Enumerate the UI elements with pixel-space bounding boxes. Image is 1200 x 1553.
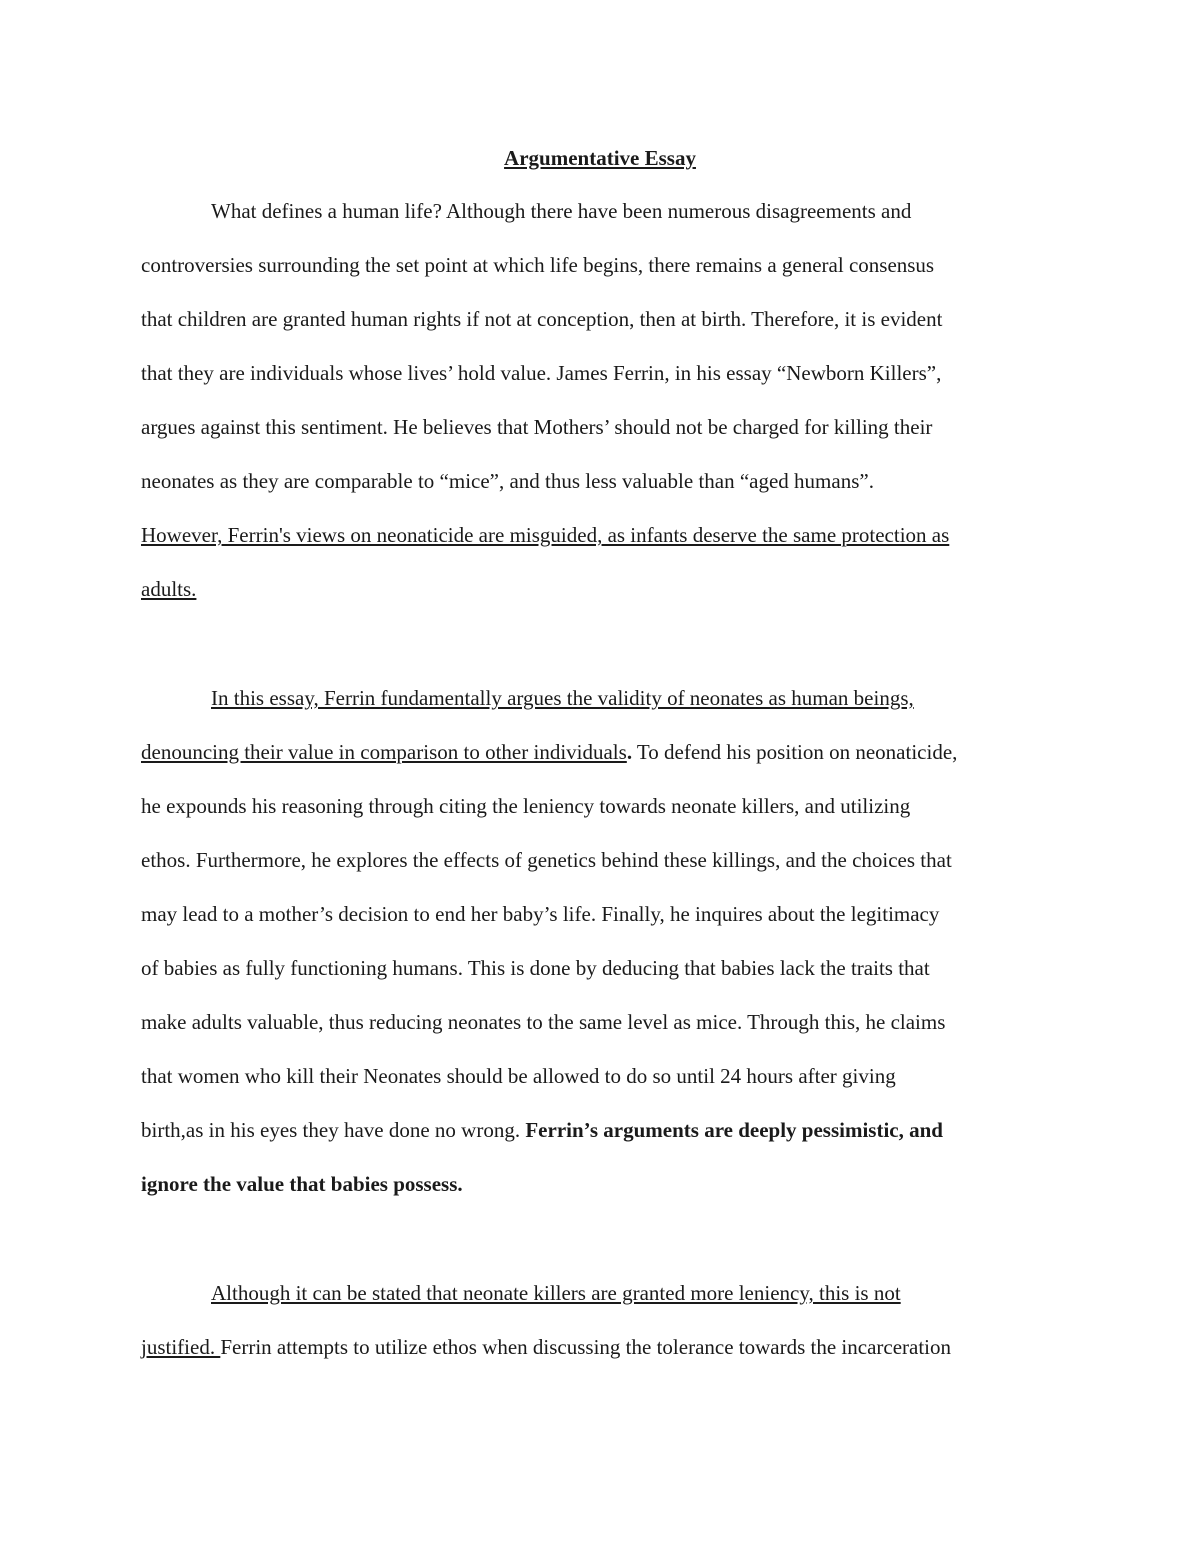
paragraph-2-line-5: may lead to a mother’s decision to end her baby’s life. Finally, he inquires about the legitimacy [141,902,940,926]
paragraph-3-line-2-rest: Ferrin attempts to utilize ethos when discussing the tolerance towards the incarceration [220,1335,952,1359]
paragraph-3-line-2 [141,1333,951,1361]
paragraph-2-line-7: make adults valuable, thus reducing neonates to the same level as mice. Through this, he claims [141,1010,946,1034]
paragraph-2-line-2 [141,738,957,766]
document-title: Argumentative Essay [504,146,696,170]
thesis-line-1: However, Ferrin's views on neonaticide are misguided, as infants deserve the same protection as [141,523,950,547]
paragraph-1-line-1: What defines a human life? Although there have been numerous disagreements and [211,199,912,223]
paragraph-2-line-9-plain: birth,as in his eyes they have done no wrong. [141,1118,526,1142]
thesis-line-2: adults. [141,577,197,601]
paragraph-2-bold-period: . [626,740,633,764]
paragraph-2-line-8: that women who kill their Neonates should be allowed to do so until 24 hours after giving [141,1064,896,1088]
paragraph-1-line-5: argues against this sentiment. He believes that Mothers’ should not be charged for killing their [141,415,933,439]
paragraph-1-line-2: controversies surrounding the set point at which life begins, there remains a general consensus [141,253,935,277]
paragraph-2-line-4: ethos. Furthermore, he explores the effects of genetics behind these killings, and the choices that [141,848,952,872]
paragraph-3-underlined-start: justified. [141,1335,221,1359]
paragraph-1-line-4: that they are individuals whose lives’ hold value. James Ferrin, in his essay “Newborn Killers”, [141,361,942,385]
paragraph-2-line-1: In this essay, Ferrin fundamentally argues the validity of neonates as human beings, [211,686,914,710]
paragraph-2-underlined-claim: denouncing their value in comparison to other individuals [141,740,627,764]
paragraph-2-bold-claim-part-1: Ferrin’s arguments are deeply pessimistic, and [525,1118,943,1142]
paragraph-3-line-1: Although it can be stated that neonate killers are granted more leniency, this is not [211,1281,901,1305]
paragraph-1-line-3: that children are granted human rights if not at conception, then at birth. Therefore, it is evident [141,307,943,331]
paragraph-2-bold-claim-part-2: ignore the value that babies possess. [141,1172,463,1196]
paragraph-2-line-2-rest: To defend his position on neonaticide, [632,740,958,764]
paragraph-1-line-6: neonates as they are comparable to “mice”, and thus less valuable than “aged humans”. [141,469,874,493]
paragraph-2-line-9 [141,1116,943,1144]
paragraph-2-line-6: of babies as fully functioning humans. This is done by deducing that babies lack the traits that [141,956,930,980]
paragraph-2-line-3: he expounds his reasoning through citing the leniency towards neonate killers, and utilizing [141,794,911,818]
